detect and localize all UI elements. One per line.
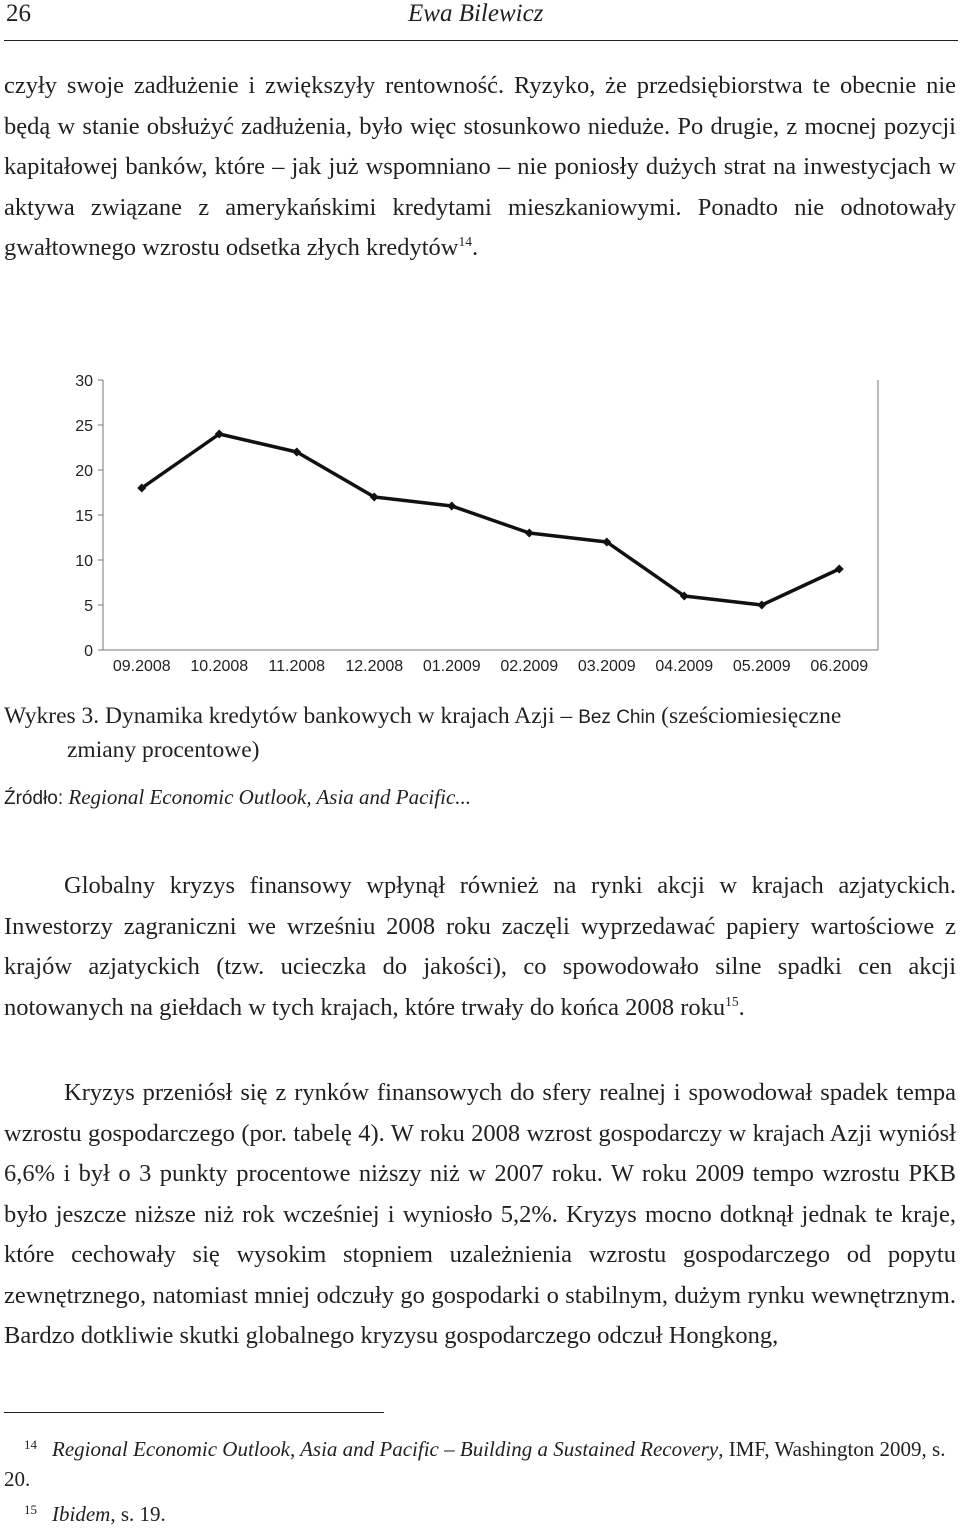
footnote-number: 15 [24, 1502, 37, 1517]
paragraph-2-text: Globalny kryzys finansowy wpłynął również na rynki akcji w krajach azjatyckich. Inwestorzy zagraniczni we wrześniu 2008 roku zaczęli wyprzedawać papiery wartościowe z krajów azjatyckich (tzw. ucieczka do jakości), co spowodowało silne spadki cen akcji notowanych na giełdach w tych krajach, które trwały do końca 2008 roku [4, 872, 956, 1021]
x-tick-label: 01.2009 [422, 658, 481, 675]
caption-text-end: (sześciomiesięczne [661, 703, 842, 729]
y-tick-label: 25 [75, 418, 93, 435]
footnote-ref-14[interactable]: 14 [458, 233, 472, 249]
x-tick-label: 10.2008 [190, 658, 249, 675]
source-label: Źródło: [4, 788, 64, 809]
y-tick-label: 10 [75, 553, 93, 570]
paragraph-3-text: Kryzys przeniósł się z rynków finansowych do sfery realnej i spowodował spadek tempa wzrostu gospodarczego (por. tabelę 4). W roku 2008 wzrost gospodarczy w krajach Azji wyniósł 6,6% i był o 3 punkty procentowe niższy niż w 2007 roku. W roku 2009 tempo wzrostu PKB było jeszcze niższe niż rok wcześniej i wyniosło 5,2%. Kryzys mocno dotknął jednak te kraje, które cechowały się wysokim stopniem uzależnienia wzrostu gospodarczego od popytu zewnętrznego, natomiast mniej odczuły go gospodarki o stabilnym, dużym rynku wewnętrznym. Bardzo dotkliwie skutki globalnego kryzysu gospodarczego odczuł Hongkong, [4, 1079, 956, 1349]
paragraph-3 [4, 1073, 956, 1357]
line-chart [0, 360, 960, 690]
caption-text: Dynamika kredytów bankowych w krajach Azji – [105, 703, 573, 729]
paragraph-1 [4, 66, 956, 269]
page-number: 26 [6, 0, 31, 27]
paragraph-2 [4, 866, 956, 1028]
x-tick-label: 11.2008 [268, 658, 326, 675]
footnote-text: , IMF, Washington 2009, s. 20. [4, 1437, 946, 1491]
source-title: Regional Economic Outlook, Asia and Pacific... [68, 785, 472, 809]
x-tick-label: 02.2009 [500, 658, 559, 675]
x-tick-label: 06.2009 [810, 658, 869, 675]
data-point [525, 529, 534, 538]
footnote-title: Ibidem [52, 1502, 111, 1526]
header-rule [4, 40, 958, 41]
y-tick-label: 30 [75, 373, 93, 390]
paragraph-1-end: . [471, 234, 479, 261]
plot-area [137, 380, 878, 650]
x-tick-label: 03.2009 [577, 658, 636, 675]
footnote-14 [4, 1430, 956, 1494]
y-tick-label: 0 [84, 643, 93, 660]
data-point [447, 502, 456, 511]
paragraph-1-text: czyły swoje zadłużenie i zwiększyły rentowność. Ryzyko, że przedsiębiorstwa te obecnie nie będą w stanie obsłużyć zadłużenia, było więc stosunkowo nieduże. Po drugie, z mocnej pozycji kapitałowej banków, które – jak już wspomniano – nie poniosły dużych strat na inwestycjach w aktywa związane z amerykańskimi kredytami mieszkaniowymi. Ponadto nie odnotowały gwałtownego wzrostu odsetka złych kredytów [4, 72, 956, 261]
caption-line-2: zmiany procentowe) [67, 737, 260, 763]
caption-label: Wykres 3. [4, 703, 100, 729]
footnote-15 [4, 1495, 956, 1529]
caption-text-sans: Bez Chin [578, 707, 656, 728]
footnote-title: Regional Economic Outlook, Asia and Pacific – Building a Sustained Recovery [52, 1437, 719, 1461]
footnote-number: 14 [24, 1437, 37, 1452]
footnote-rule [4, 1412, 384, 1413]
running-header-author: Ewa Bilewicz [408, 0, 544, 27]
figure-caption [4, 700, 956, 767]
y-tick-label: 5 [84, 598, 93, 615]
figure-source [4, 785, 471, 810]
x-tick-label: 05.2009 [732, 658, 791, 675]
y-axis [75, 373, 103, 660]
y-tick-label: 20 [75, 463, 93, 480]
x-tick-label: 12.2008 [345, 658, 404, 675]
series-line [142, 434, 840, 605]
y-tick-label: 15 [75, 508, 93, 525]
footnote-ref-15[interactable]: 15 [725, 993, 739, 1009]
x-axis [103, 650, 878, 675]
paragraph-2-end: . [738, 993, 745, 1021]
x-tick-label: 04.2009 [655, 658, 714, 675]
x-tick-label: 09.2008 [112, 658, 171, 675]
footnote-text: , s. 19. [110, 1502, 166, 1526]
